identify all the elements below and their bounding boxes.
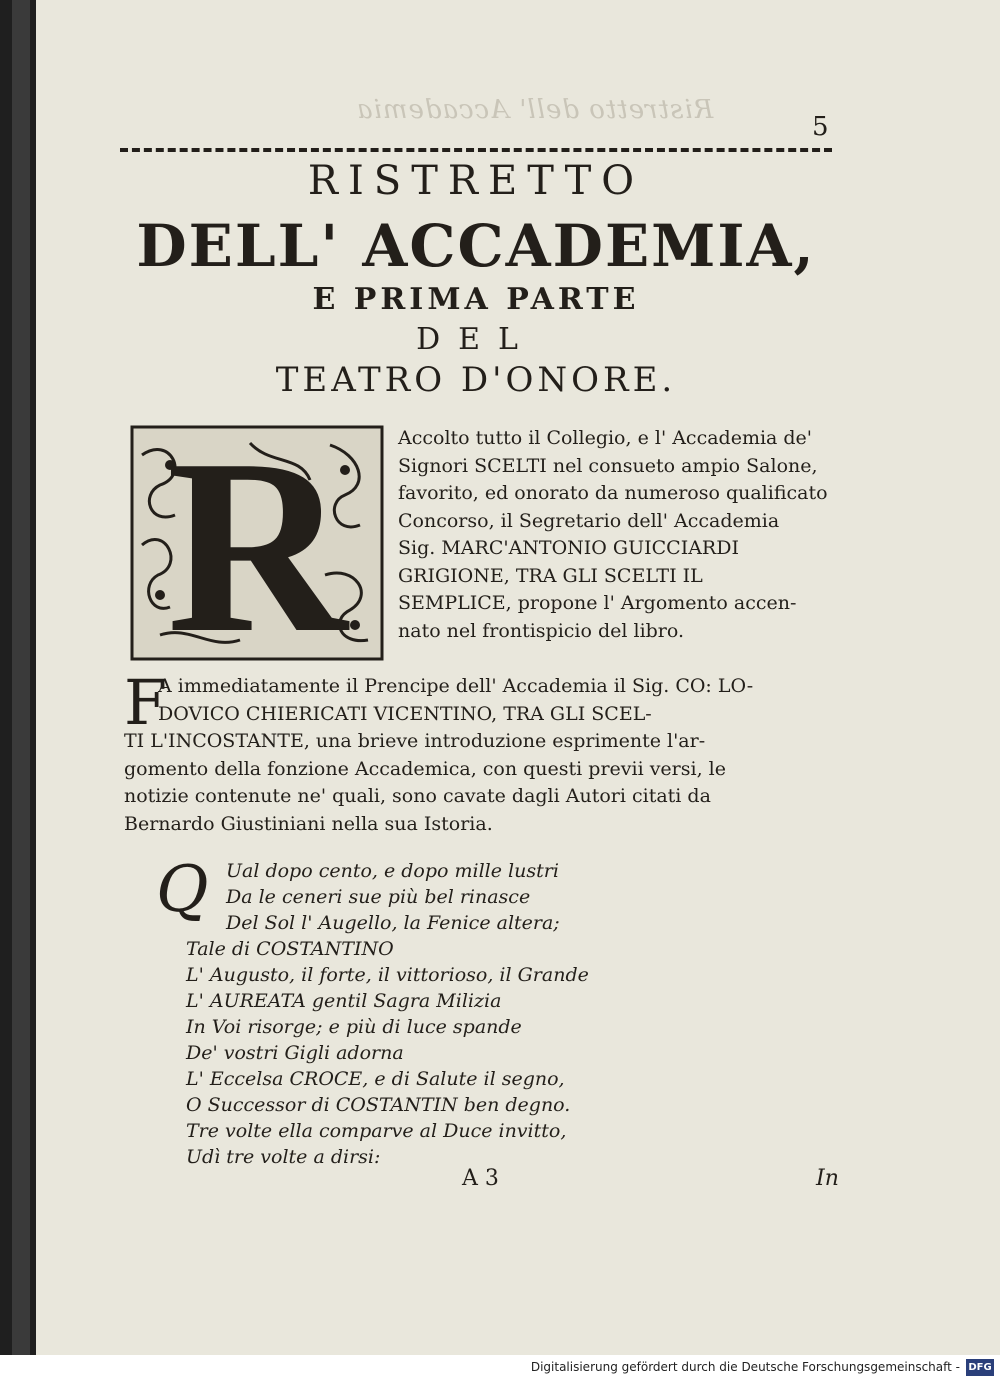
paragraph-1-line: Sig. MARC'ANTONIO GUICCIARDI (398, 537, 739, 559)
paragraph-2-line: Bernardo Giustiniani nella sua Istoria. (124, 812, 493, 835)
book-edge (0, 0, 36, 1355)
poem-line: De' vostri Gigli adorna (186, 1042, 404, 1064)
paragraph-1-line: Concorso, il Segretario dell' Accademia (398, 509, 780, 532)
paragraph-1 (398, 425, 838, 645)
paragraph-2-line: A immediatamente il Prencipe dell' Accademia il Sig. CO: LO- (158, 675, 754, 697)
paragraph-1-line: Accolto tutto il Collegio, e l' Accademia de' (398, 427, 813, 449)
paragraph-1-line: nato nel frontispicio del libro. (398, 619, 685, 642)
poem-line: L' Augusto, il forte, il vittorioso, il Grande (186, 964, 589, 986)
paragraph-1-line: GRIGIONE, TRA GLI SCELTI IL (398, 564, 703, 587)
poem-line: L' AUREATA gentil Sagra Milizia (186, 990, 502, 1012)
paragraph-2-line: DOVICO CHIERICATI VICENTINO, TRA GLI SCEL- (158, 702, 652, 725)
decorated-initial-r (130, 425, 384, 661)
footer-bar (0, 1355, 1000, 1381)
page-number: 5 (812, 112, 829, 142)
title-line-1: RISTRETTO (307, 158, 645, 204)
catchword: In (816, 1166, 839, 1191)
poem-line: O Successor di COSTANTIN ben degno. (186, 1094, 571, 1116)
poem-line: Da le ceneri sue più bel rinasce (226, 886, 531, 908)
paragraph-2-line: gomento della fonzione Accademica, con questi previi versi, le (124, 757, 726, 780)
paragraph-1-line: favorito, ed onorato da numeroso qualificato (398, 482, 828, 504)
poem (186, 858, 846, 1170)
paragraph-2-line: notizie contenute ne' quali, sono cavate dagli Autori citati da (124, 785, 711, 807)
title-line-2: DELL' ACCADEMIA, (136, 212, 816, 280)
book-spine-band (12, 0, 30, 1355)
funding-credit: Digitalisierung gefördert durch die Deutsche Forschungsgemeinschaft - (530, 1360, 960, 1374)
bleed-through-text: Ristretto dell' Accademia (356, 95, 714, 125)
poem-line: L' Eccelsa CROCE, e di Salute il segno, (186, 1068, 565, 1090)
paragraph-2 (124, 673, 838, 838)
paragraph-2-initial: F (124, 666, 168, 739)
book-page (36, 0, 1000, 1355)
poem-line: Tre volte ella comparve al Duce invitto, (186, 1120, 567, 1142)
poem-line: Del Sol l' Augello, la Fenice altera; (226, 912, 560, 934)
dfg-logo: DFG (966, 1359, 994, 1376)
title-line-5: TEATRO D'ONORE. (275, 360, 677, 400)
poem-line: Tale di COSTANTINO (186, 938, 394, 960)
signature-mark: A 3 (462, 1166, 499, 1191)
poem-line: Udì tre volte a dirsi: (186, 1146, 381, 1168)
paragraph-1-line: Signori SCELTI nel consueto ampio Salone, (398, 454, 818, 477)
poem-initial: Q (156, 853, 209, 927)
poem-line: Ual dopo cento, e dopo mille lustri (226, 860, 559, 882)
header-rule (120, 148, 832, 152)
paragraph-2-line: TI L'INCOSTANTE, una brieve introduzione esprimente l'ar- (124, 730, 706, 752)
initial-letter: R (166, 425, 348, 661)
title-line-3: E PRIMA PARTE (312, 282, 640, 317)
paragraph-1-line: SEMPLICE, propone l' Argomento accen- (398, 592, 797, 614)
title-line-4: DEL (416, 322, 536, 357)
poem-line: In Voi risorge; e più di luce spande (186, 1016, 522, 1038)
